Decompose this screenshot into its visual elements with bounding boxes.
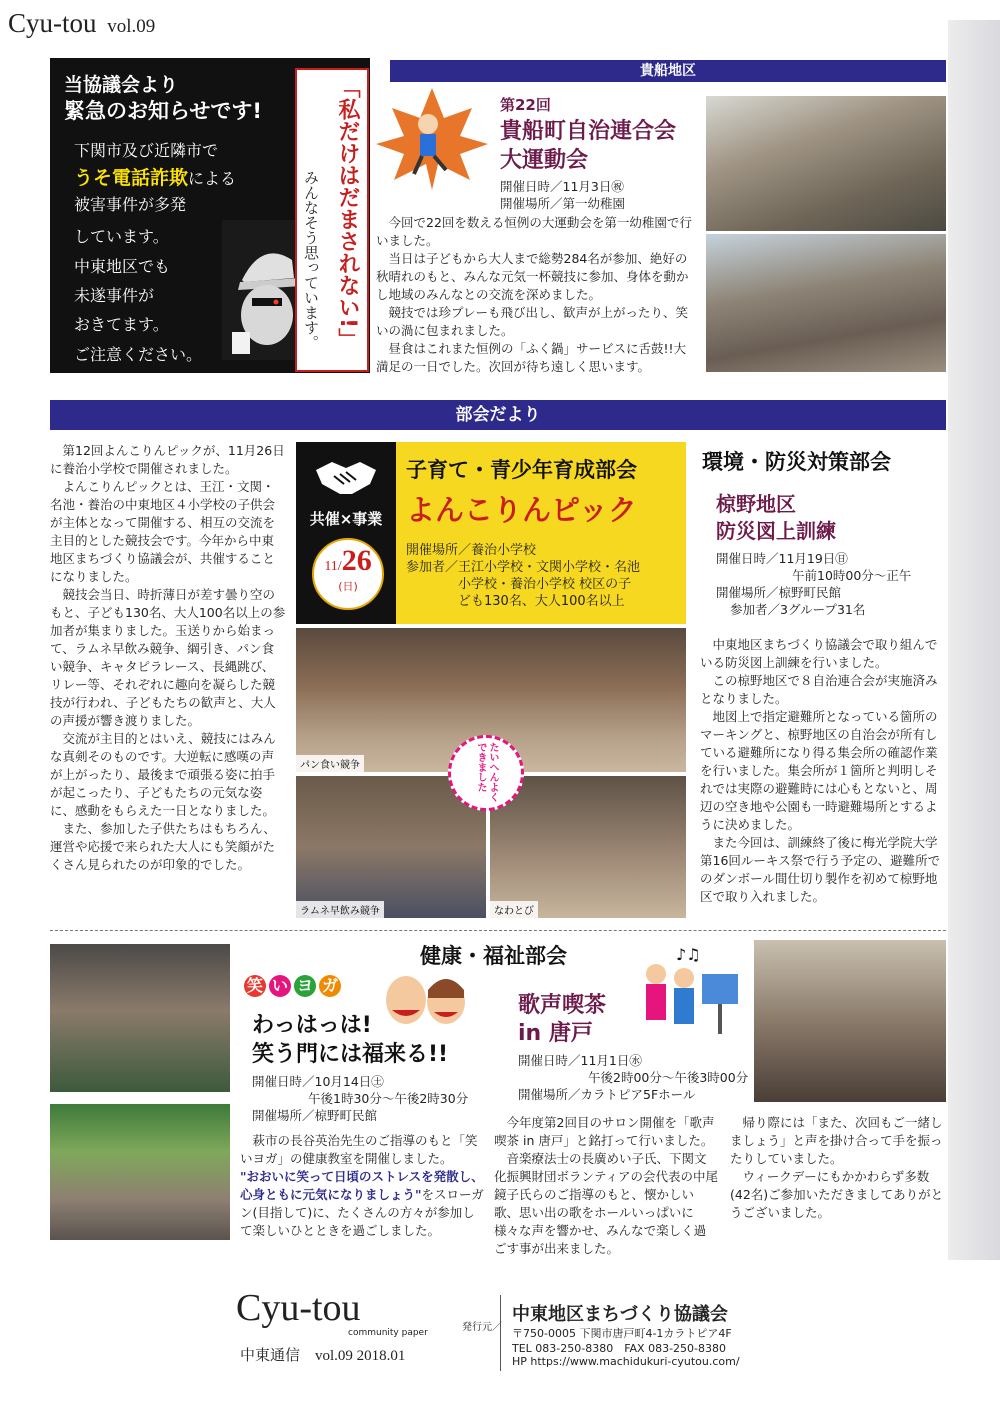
notice-slogan: 「私だけはだまされない!」	[335, 76, 360, 351]
yoga-tag: ガ	[319, 975, 341, 997]
yonkorin-paragraph: よんこりんピックとは、王江・文関・名池・養治の中東地区４小学校の子供会が主体となって開催する、相互の交流を主目的とした競技会です。今年から中東地区まちづくり協議会が、共催することになりました。	[50, 479, 276, 584]
section-divider	[50, 930, 946, 931]
yoga-photo-2	[50, 1104, 230, 1240]
yoga-slogan: "おおいに笑って日頃のストレスを発散し、心身ともに元気になりましょう"	[240, 1169, 484, 1202]
kifune-paragraph: 今回で22回を数える恒例の大運動会を第一幼稚園で行いました。	[376, 215, 692, 248]
photo-caption-jump-rope: なわとび	[490, 901, 538, 918]
notice-heading-1: 当協議会より	[64, 74, 179, 96]
kifune-section-label: 貴船地区	[640, 63, 696, 79]
disaster-paragraph: この椋野地区で８自治連合会が実施済みとなりました。	[700, 673, 938, 706]
notice-line-2: 被害事件が多発	[74, 195, 187, 214]
laughing-faces-illustration	[380, 968, 470, 1028]
karaoke-title-2: in 唐戸	[518, 1021, 593, 1046]
yoga-tag: い	[269, 975, 291, 997]
youth-department: 子育て・青少年育成部会	[406, 458, 637, 482]
yoga-tag: 笑	[244, 975, 266, 997]
maple-leaf-illustration	[372, 84, 492, 194]
yoga-paragraph-2: をスローガン(目指して)に、たくさんの方々が参加して楽しいひとときを過ごしました。	[240, 1187, 484, 1238]
footer-publisher-rule	[500, 1295, 501, 1371]
notice-slogan-sub: みんなそう思っています。	[302, 170, 320, 350]
date-month: 11/	[324, 559, 342, 574]
sticker-text: たいへんよくできました	[475, 742, 498, 802]
youth-participants-1: 参加者／王江小学校・文関小学校・名池	[406, 560, 641, 575]
youth-place: 開催場所／養治小学校	[406, 543, 537, 558]
disaster-meta	[716, 550, 911, 618]
yonkorin-paragraph: 交流が主目的とはいえ、競技にはみんな真剣そのものです。大逆転に感嘆の声が上がったり、最後まで頑張る姿に拍手が起こったり、子どもたちの元気な姿に、感動をもらえた一日となりました。	[50, 731, 276, 818]
handshake-icon	[314, 452, 378, 500]
yoga-date: 開催日時／10月14日㊏	[252, 1074, 384, 1089]
kifune-paragraph: 競技では珍プレーも飛び出し、歓声が上がったり、笑いの渦に包まれました。	[376, 305, 689, 338]
notice-line-5: 未遂事件が	[74, 286, 155, 305]
date-weekday: (日)	[338, 580, 358, 593]
footer-publisher: 中東地区まちづくり協議会	[512, 1304, 728, 1325]
karaoke-title-1: 歌声喫茶	[518, 993, 607, 1018]
kifune-photo-crowd	[706, 234, 946, 372]
co-host-badge	[296, 442, 396, 624]
photo-caption-ramune: ラムネ早飲み競争	[296, 901, 384, 918]
disaster-department: 環境・防災対策部会	[702, 450, 891, 474]
date-circle	[312, 538, 384, 610]
footer-logo-sub: community paper	[348, 1328, 428, 1338]
footer-contact: TEL 083-250-8380 FAX 083-250-8380	[512, 1342, 727, 1355]
notice-line-6: おきてます。	[74, 315, 169, 334]
footer-name-vol: 中東通信 vol.09 2018.01	[240, 1348, 406, 1364]
footer-publisher-label: 発行元／	[462, 1322, 502, 1333]
disaster-date: 開催日時／11月19日㊐	[716, 551, 848, 566]
kifune-date: 開催日時／11月3日㊗	[500, 179, 624, 194]
date-day: 26	[341, 544, 372, 577]
yoga-tag: ヨ	[294, 975, 316, 997]
well-done-sticker	[448, 735, 524, 811]
youth-title: よんこりんピック	[406, 493, 637, 527]
youth-feature-box	[296, 442, 686, 624]
karaoke-meta	[518, 1052, 748, 1103]
singers-illustration	[632, 944, 742, 1040]
co-host-label: 共催×事業	[309, 510, 383, 528]
yonkorin-paragraph: 第12回よんこりんピックが、11月26日に養治小学校で開催されました。	[50, 443, 285, 476]
yoga-meta	[252, 1073, 468, 1124]
masthead	[8, 8, 155, 39]
yonkorin-article	[50, 442, 286, 874]
karaoke-paragraph: ウィークデーにもかかわらず多数(42名)ご参加いただきましてありがとうございました。	[730, 1169, 944, 1220]
kifune-edition: 第22回	[500, 96, 551, 114]
disaster-title-2: 防災図上訓練	[716, 519, 836, 543]
footer-url[interactable]: HP https://www.machidukuri-cyutou.com/	[512, 1355, 740, 1368]
yoga-body	[240, 1132, 485, 1240]
yoga-photo-1	[50, 944, 230, 1092]
yonkorin-paragraph: 競技会当日、時折薄日が差す曇り空のもと、子ども130名、大人100名以上の参加者が集まりました。玉送りから始まって、ラムネ早飲み競争、綱引き、パン食い競争、キャタピラレース、長縄跳び、リレー等、それぞれに趣向を凝らした競技が行われ、子どもたちの歓声と、大人の声援が響き渡りました。	[50, 587, 286, 728]
yoga-place: 開催場所／椋野町民館	[252, 1108, 378, 1123]
disaster-body	[700, 636, 944, 906]
footer-logo: Cyu-tou	[236, 1287, 361, 1329]
kifune-title-1: 貴船町自治連合会	[500, 119, 677, 144]
kifune-place: 開催場所／第一幼稚園	[500, 196, 626, 211]
kifune-body	[376, 214, 696, 376]
karaoke-photo	[754, 940, 946, 1102]
notice-line-1: 下関市及び近隣市で	[74, 141, 219, 160]
karaoke-paragraph: 帰り際には「また、次回もご一緒しましょう」と声を掛け合って手を振ったりしていました。	[730, 1115, 943, 1166]
karaoke-paragraph: 今年度第2回目のサロン開催を「歌声喫茶 in 唐戸」と銘打って行いました。	[494, 1115, 715, 1148]
kifune-paragraph: 昼食はこれまた恒例の「ふく鍋」サービスに舌鼓!!大満足の一日でした。次回が待ち遠しく思います。	[376, 341, 687, 374]
karaoke-body	[494, 1114, 718, 1258]
disaster-title-1: 椋野地区	[716, 492, 796, 516]
bukai-section-label: 部会だより	[455, 405, 541, 425]
karaoke-date: 開催日時／11月1日㊌	[518, 1053, 642, 1068]
yoga-title-2: 笑う門には福来る!!	[252, 1042, 449, 1067]
photo-caption-bread-race: パン食い競争	[296, 755, 364, 772]
karaoke-place: 開催場所／カラトピア5Fホール	[518, 1087, 696, 1102]
disaster-paragraph: 中東地区まちづくり協議会で取り組んでいる防災図上訓練を行いました。	[700, 637, 938, 670]
disaster-participants: 参加者／3グループ31名	[730, 602, 866, 617]
disaster-paragraph: また今回は、訓練終了後に梅光学院大学 第16回ルーキス祭で行う予定の、避難所でのダンボール間仕切り製作を初めて椋野地区で取り入れました。	[700, 835, 941, 904]
karaoke-paragraph: 音楽療法士の長廣めい子氏、下関文化振興財団ボランティアの会代表の中尾鏡子氏らのご指導のもと、懐かしい歌、思い出の歌をホールいっぱいに様々な声を響かせ、みんなで楽しく過ごす事が出来ました。	[494, 1151, 719, 1256]
disaster-place: 開催場所／椋野町民館	[716, 585, 842, 600]
notice-highlight-suffix: による	[188, 169, 237, 188]
notice-highlight-line	[74, 163, 236, 190]
youth-meta	[406, 542, 640, 610]
notice-line-4: 中東地区でも	[74, 257, 171, 276]
right-edge-bleed	[948, 20, 1000, 1260]
notice-slogan-box	[295, 68, 369, 372]
disaster-time: 午前10時00分～正午	[792, 568, 912, 583]
karaoke-time: 午後2時00分～午後3時00分	[588, 1070, 749, 1085]
section-bar-kifune	[390, 60, 946, 82]
karaoke-body-cont	[730, 1114, 944, 1222]
yoga-time: 午後1時30分～午後2時30分	[308, 1091, 469, 1106]
youth-participants-2: 小学校・養治小学校 校区の子	[458, 577, 632, 592]
kifune-title-2: 大運動会	[500, 148, 589, 173]
jump-rope-photo	[490, 776, 686, 918]
notice-heading-2: 緊急のお知らせです!	[64, 99, 262, 123]
kifune-photo-lunch	[706, 96, 946, 231]
masthead-title: Cyu-tou	[8, 8, 97, 38]
kifune-meta	[500, 178, 625, 212]
notice-line-3: しています。	[74, 227, 169, 246]
yonkorin-paragraph: また、参加した子供たちはもちろん、運営や応援で来られた大人にも笑顔がたくさん見られたのが印象的でした。	[50, 821, 276, 872]
notice-highlight: うそ電話詐欺	[74, 167, 189, 189]
youth-participants-3: ども130名、大人100名以上	[458, 594, 625, 609]
footer-address: 〒750-0005 下関市唐戸町4-1カラトピア4F	[512, 1327, 732, 1340]
kifune-paragraph: 当日は子どもから大人まで総勢284名が参加、絶好の秋晴れのもと、みんな元気一杯競技に参加、身体を動かし地域のみんなとの交流を深めました。	[376, 251, 689, 302]
masthead-issue: vol.09	[107, 16, 156, 37]
yoga-title-1: わっはっは!	[252, 1013, 372, 1038]
yoga-paragraph-1: 萩市の長谷英治先生のご指導のもと「笑いヨガ」の健康教室を開催しました。	[240, 1133, 478, 1166]
date-circle-value	[314, 544, 382, 578]
health-department: 健康・福祉部会	[420, 944, 567, 968]
notice-line-7: ご注意ください。	[74, 345, 203, 364]
yoga-tags	[244, 975, 344, 997]
disaster-paragraph: 地図上で指定避難所となっている箇所のマーキングと、椋野地区の自治会が所有している避難所になり得る集会所の確認作業を行いました。集会所が１箇所と判明しそれでは実際の避難時には心もとないと、周辺の空き地や公園も一時避難場所とするように決めました。	[700, 709, 938, 832]
section-bar-bukai	[50, 400, 946, 430]
svg-text:♪♫: ♪♫	[676, 945, 701, 964]
